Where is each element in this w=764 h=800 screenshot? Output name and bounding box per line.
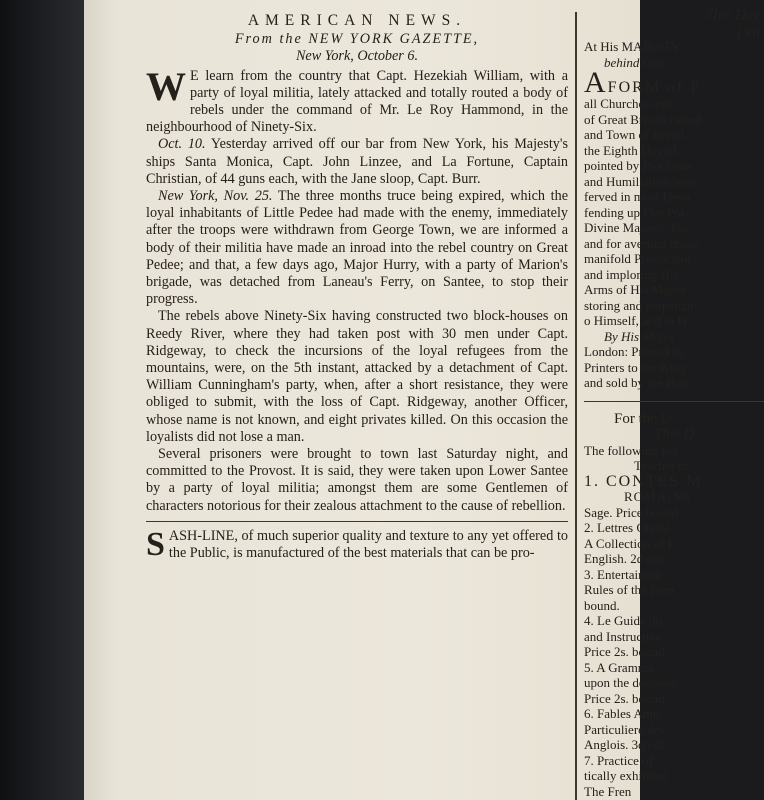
right-line-text: FORM of P xyxy=(607,79,702,96)
right-line: Arms of His Majest xyxy=(584,282,687,297)
right-line: upon the decision xyxy=(584,675,676,690)
right-line: and Town of Berwi xyxy=(584,127,685,142)
right-line: storing and perpetuat xyxy=(584,297,694,313)
article-paragraph-1 xyxy=(146,63,568,137)
article-paragraph-3 xyxy=(146,188,568,308)
right-line: and sold by the Boo xyxy=(584,375,688,390)
article-paragraph-2 xyxy=(146,136,568,188)
paragraph-text: ASH-LINE, of much superior quality and texture to any yet offered to the Public, is manufactured of the best materials that can be pro- xyxy=(168,527,568,562)
right-line: Rules of the Fren xyxy=(584,582,674,597)
newspaper-page xyxy=(84,0,760,800)
right-line: and imploring His xyxy=(584,266,679,282)
drop-cap: S xyxy=(146,525,165,563)
right-line: manifold Provocatio xyxy=(584,251,691,266)
right-line: A Collection of L xyxy=(584,535,676,551)
right-line: Price 2s. bound. xyxy=(584,690,668,706)
drop-cap: A xyxy=(584,66,608,99)
right-line: 7. Practice of xyxy=(584,752,653,768)
left-column xyxy=(146,8,568,562)
right-line: all Churches and xyxy=(584,96,672,111)
right-line: This D xyxy=(654,426,695,442)
right-line: Teacher of xyxy=(634,458,690,473)
right-line: By His Majes xyxy=(604,328,675,344)
right-line: Particuliere des xyxy=(584,721,665,737)
right-column xyxy=(584,7,760,800)
right-line: Sage. Price bound xyxy=(584,504,679,520)
dateline: New York, October 6. xyxy=(295,48,419,65)
column-rule xyxy=(575,12,577,800)
right-line: English. 2d edit. xyxy=(584,551,670,566)
source-line: From the NEW YORK GAZETTE, xyxy=(234,31,480,48)
right-heading: This Day xyxy=(705,7,760,23)
paragraph-text: The three months truce being expired, which the loyal inhabitants of Little Pedee had made with the enemy, immediately after the troops were withdrawn from George Town, we are informed a body of their militia have made an inroad into the rebel country on Great Pedee; and that, a few days ago, Major Hurry, with a party of Marion's brigade, was detached from Laneau's Ferry, on Santee, to stop their progress. xyxy=(146,188,568,308)
right-line: tically exhibited xyxy=(584,768,669,783)
right-line: and Humiliation befo xyxy=(584,173,696,189)
right-line: At His MAJESTY xyxy=(584,39,681,54)
right-line: o Himself, and to H xyxy=(584,313,687,328)
right-line: The following Bo xyxy=(584,442,677,458)
book-spine-background xyxy=(0,0,84,800)
paragraph-text: Yesterday arrived off our bar from New York, his Majesty's ships Santa Monica, Capt. John Linzee, and La Fortune, Captain Christian, of 44 guns each, with the Jane sloop, Capt. Burr. xyxy=(146,136,568,187)
section-divider xyxy=(584,401,764,402)
right-line: 3. Entertaining xyxy=(584,566,662,582)
right-line: behind Gug xyxy=(604,54,666,70)
right-line: ROMAINS xyxy=(624,489,691,504)
section-title: AMERICAN NEWS. xyxy=(247,12,467,29)
right-line: 2. Lettres Choisi xyxy=(584,520,671,535)
drop-cap: W xyxy=(146,63,186,109)
right-line: the Eighth Day of xyxy=(584,142,677,158)
right-line: Divine Majesty: For xyxy=(584,220,690,235)
right-line: of Great Britain called xyxy=(584,111,701,127)
section-divider xyxy=(146,521,568,522)
right-line: London: Printed by xyxy=(584,344,686,359)
right-line: ( Pri xyxy=(737,23,760,39)
paragraph-lead: New York, Nov. 25. xyxy=(158,188,273,205)
right-line: Price 2s. bound. xyxy=(584,644,668,659)
right-line: pointed by Proclama xyxy=(584,158,692,173)
right-line: Anglois. 3d edi xyxy=(584,737,664,752)
right-line: The Fren xyxy=(584,783,632,799)
right-line xyxy=(584,66,764,99)
advertisement-text xyxy=(146,525,568,563)
article-paragraph-4: The rebels above Ninety-Six having constructed two block-houses on Reedy River, where they had taken post with 30 men under Capt. Ridgeway, to check the incursions of the loyal refugees from the mountains, were, on the 5th instant, attacked by a detachment of Capt. William Cunningham's party, when, after a short resistance, they were obliged to submit, with the loss of Capt. Ridgeway, another Officer, whose name is not known, and eight privates killed. On this occasion the loyalists did not lose a man. xyxy=(146,308,568,445)
advertisement xyxy=(146,525,568,563)
right-line: and Instructive xyxy=(584,628,662,644)
right-line: ferved in most Devo xyxy=(584,189,691,204)
paragraph-lead: Oct. 10. xyxy=(158,136,206,153)
right-line: Printers to the King xyxy=(584,359,687,375)
right-line: 5. A Gramma xyxy=(584,659,654,675)
right-line: bound. xyxy=(584,597,620,613)
paragraph-text: E learn from the country that Capt. Hezekiah William, with a party of loyal militia, lately attacked and totally routed a body of rebels under the command of Mr. Le Roy Hammond, in the neighbourhood of Ninety-Six. xyxy=(146,67,568,136)
right-line: 1. CONTES M xyxy=(584,472,703,490)
right-line: 6. Fables Amu xyxy=(584,706,660,721)
right-line: and for averting those xyxy=(584,235,698,251)
right-line: fending up Our Pra xyxy=(584,204,685,220)
right-heading: For the U xyxy=(614,410,672,427)
article-paragraph-5: Several prisoners were brought to town last Saturday night, and committed to the Provost. It is said, they were taken upon Lower Santee by a party of loyal militia; amongst them are some Gentlemen of characters notorious for their zealous attachment to the cause of rebellion. xyxy=(146,446,568,514)
right-line: 4. Le Guide du xyxy=(584,613,662,628)
